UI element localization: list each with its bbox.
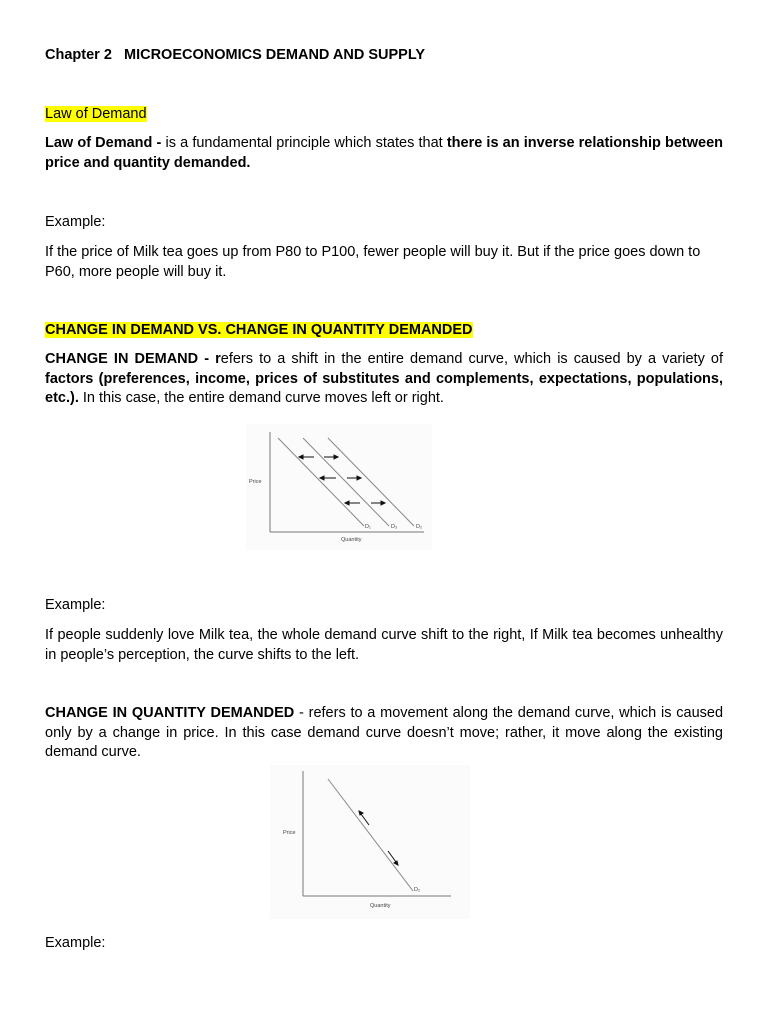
change-in-demand-text-end: In this case, the entire demand curve moves left or right. <box>78 390 444 406</box>
change-in-demand-text: efers to a shift in the entire demand curve, which is caused by a variety of <box>220 351 723 367</box>
law-of-demand-bold-text: there is an inverse relationship between price and quantity demanded. <box>45 135 723 171</box>
change-in-quantity-demanded-definition <box>45 704 723 763</box>
curve-label-d3: D₃ <box>391 524 398 530</box>
curve-label-d2: D₂ <box>414 887 421 893</box>
y-axis-label: Price <box>283 830 296 836</box>
law-of-demand-term: Law of Demand - <box>45 135 162 151</box>
chapter-title <box>45 46 723 66</box>
chapter-prefix: Chapter 2 <box>45 47 112 63</box>
quantity-demanded-figure <box>270 765 470 919</box>
change-in-demand-definition <box>45 350 723 409</box>
law-of-demand-heading: Law of Demand <box>45 106 147 122</box>
law-of-demand-definition <box>45 134 723 173</box>
example-label: Example: <box>45 935 106 951</box>
example-label: Example: <box>45 597 106 613</box>
example-label: Example: <box>45 214 106 230</box>
change-in-demand-factors: factors (preferences, income, prices of substitutes and complements, expectations, populations, etc.). <box>45 370 723 406</box>
change-in-quantity-demanded-term: CHANGE IN QUANTITY DEMANDED <box>45 705 295 721</box>
example-text: If people suddenly love Milk tea, the whole demand curve shift to the right, If Milk tea becomes unhealthy in people’s perception, the curve shifts to the left. <box>45 627 723 663</box>
demand-shift-figure <box>246 424 432 550</box>
change-section-heading-row <box>45 321 723 341</box>
change-in-demand-term: CHANGE IN DEMAND - r <box>45 351 221 367</box>
curve-label-d2: D₂ <box>416 524 423 530</box>
figure-background <box>246 424 432 550</box>
curve-label-d1: D₁ <box>365 524 371 530</box>
x-axis-label: Quantity <box>341 537 362 543</box>
example-text: If the price of Milk tea goes up from P80 to P100, fewer people will buy it. But if the price goes down to P60, more people will buy it. <box>45 244 701 280</box>
law-of-demand-text: is a fundamental principle which states that <box>161 135 447 151</box>
y-axis-label: Price <box>249 479 262 485</box>
change-section-heading: CHANGE IN DEMAND VS. CHANGE IN QUANTITY DEMANDED <box>45 322 473 338</box>
law-of-demand-heading-row <box>45 105 723 125</box>
change-in-quantity-demanded-text: - refers to a movement along the demand curve, which is caused only by a change in price. In this case demand curve doesn’t move; rather, it move along the existing demand curve. <box>45 705 724 760</box>
chapter-title-text: MICROECONOMICS DEMAND AND SUPPLY <box>123 47 426 63</box>
x-axis-label: Quantity <box>370 903 391 909</box>
